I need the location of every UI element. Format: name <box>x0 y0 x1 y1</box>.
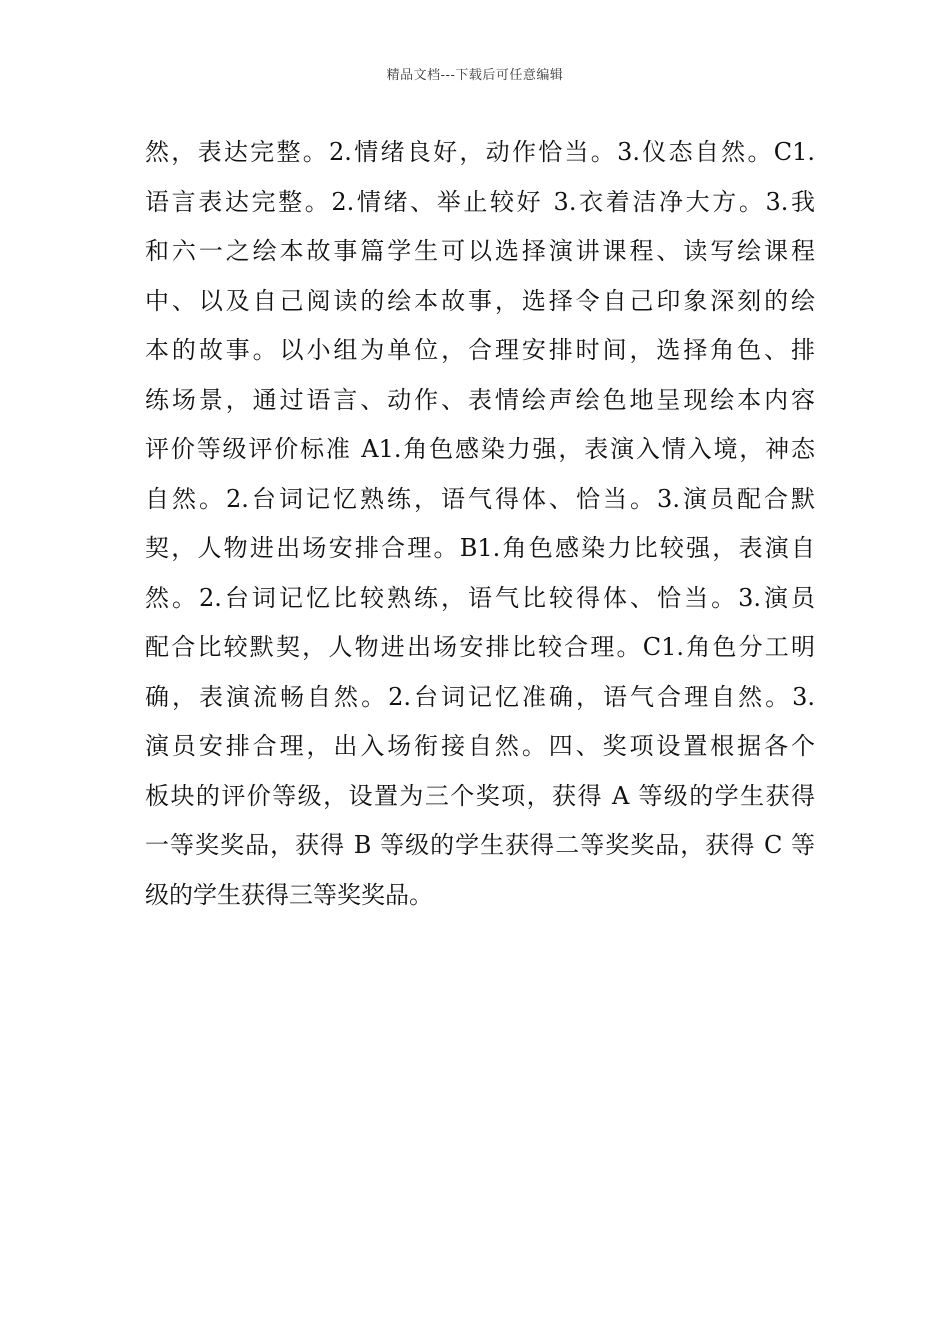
text-line: 和六一之绘本故事篇学生可以选择演讲课程、读写绘课程 <box>145 237 815 265</box>
text-line: 级的学生获得三等奖奖品。 <box>145 880 433 909</box>
text-line: 本的故事。以小组为单位，合理安排时间，选择角色、排 <box>145 336 815 364</box>
text-line: 板块的评价等级，设置为三个奖项，获得 A 等级的学生获得 <box>145 781 815 810</box>
text-line: 契，人物进出场安排合理。B1.角色感染力比较强，表演自 <box>145 534 815 562</box>
body-text <box>145 128 815 920</box>
text-line: 中、以及自己阅读的绘本故事，选择令自己印象深刻的绘 <box>145 286 815 315</box>
text-line: 语言表达完整。2.情绪、举止较好 3.衣着洁净大方。3.我 <box>145 187 815 216</box>
text-line: 然。2.台词记忆比较熟练，语气比较得体、恰当。3.演员 <box>145 583 815 612</box>
text-line: 练场景，通过语言、动作、表情绘声绘色地呈现绘本内容 <box>145 385 815 414</box>
text-line: 然，表达完整。2.情绪良好，动作恰当。3.仪态自然。C1. <box>145 138 815 166</box>
page-header: 精品文档---下载后可任意编辑 <box>386 68 564 83</box>
text-line: 自然。2.台词记忆熟练，语气得体、恰当。3.演员配合默 <box>145 484 815 513</box>
text-line: 评价等级评价标准 A1.角色感染力强，表演入情入境，神态 <box>145 435 815 463</box>
text-line: 配合比较默契，人物进出场安排比较合理。C1.角色分工明 <box>145 633 815 661</box>
text-line: 确，表演流畅自然。2.台词记忆准确，语气合理自然。3. <box>145 682 815 711</box>
text-line: 演员安排合理，出入场衔接自然。四、奖项设置根据各个 <box>145 732 815 760</box>
text-line: 一等奖奖品，获得 B 等级的学生获得二等奖奖品，获得 C 等 <box>145 831 815 859</box>
